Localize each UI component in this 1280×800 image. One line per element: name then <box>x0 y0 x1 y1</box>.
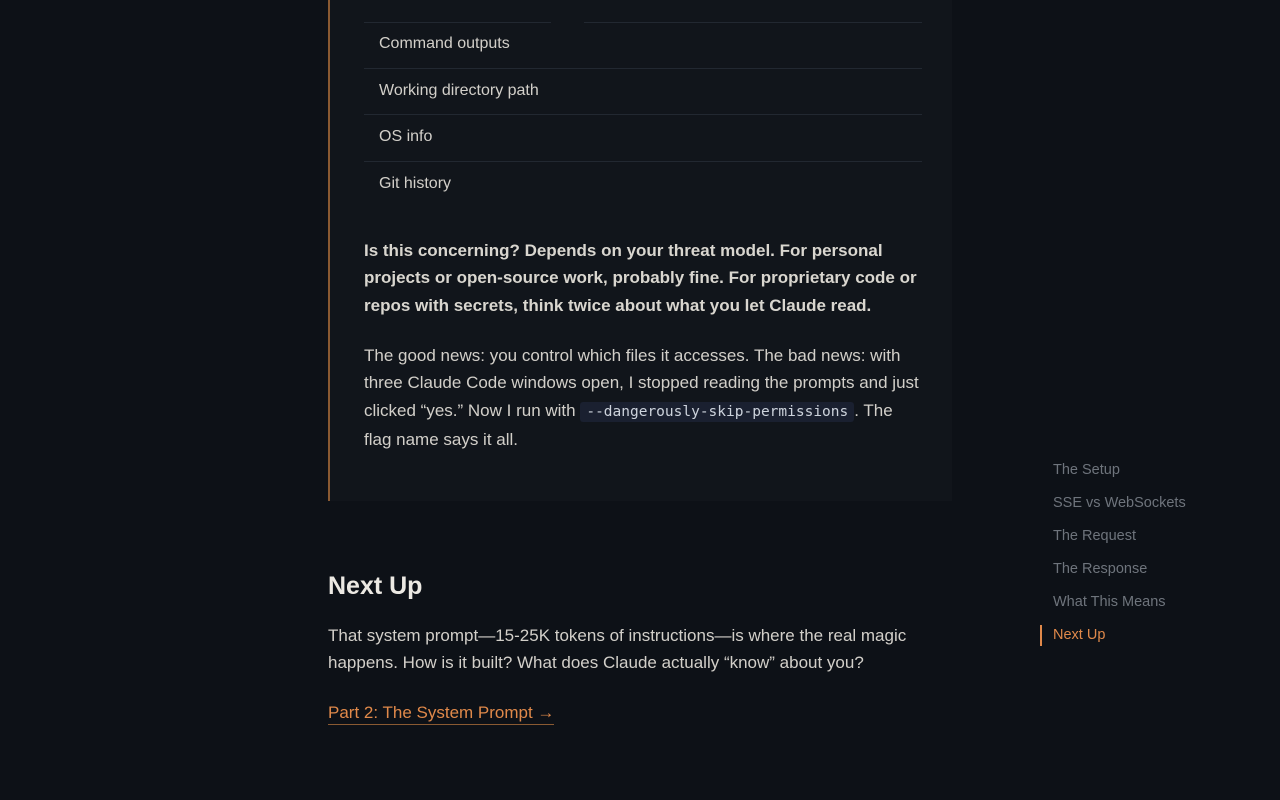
permissions-paragraph <box>364 342 920 453</box>
toc-item-the-request[interactable]: The Request <box>1053 528 1137 544</box>
table-row <box>364 115 922 162</box>
table-row <box>364 162 922 209</box>
table-row <box>364 0 922 22</box>
toc-item-sse-vs-websockets[interactable]: SSE vs WebSockets <box>1053 495 1186 511</box>
table-cell-label: Working directory path <box>379 81 539 99</box>
table-of-contents <box>1040 458 1240 656</box>
next-part-link[interactable]: Part 2: The System Prompt → <box>328 703 554 725</box>
permissions-text-end: . The flag name says it all. <box>364 400 893 449</box>
security-callout <box>328 0 952 501</box>
table-cell-label: Git history <box>379 175 452 193</box>
threat-model-paragraph: Is this concerning? Depends on your threat model. For personal projects or open-source work, probably fine. For proprietary code or repos with secrets, think twice about what you let Claude read. <box>364 241 917 315</box>
context-table <box>364 0 922 209</box>
flag-code: --dangerously-skip-permissions <box>580 402 854 422</box>
table-cell-label: OS info <box>379 128 433 146</box>
next-up-heading: Next Up <box>328 572 423 600</box>
permissions-text: The good news: you control which files it accesses. The bad news: with three Claude Code windows open, I stopped reading the prompts and just clicked “yes.” Now I run with <box>364 346 919 420</box>
next-up-text: That system prompt—15-25K tokens of instructions—is where the real magic happens. How is it built? What does Claude actually “know” about you? <box>328 626 907 673</box>
table-row <box>364 69 922 116</box>
table-cell-label: Command outputs <box>379 35 510 52</box>
toc-item-the-setup[interactable]: The Setup <box>1053 462 1120 478</box>
toc-item-the-response[interactable]: The Response <box>1053 561 1148 577</box>
table-row <box>364 22 922 69</box>
toc-item-next-up[interactable]: Next Up <box>1040 623 1240 656</box>
toc-item-what-this-means[interactable]: What This Means <box>1053 594 1166 610</box>
